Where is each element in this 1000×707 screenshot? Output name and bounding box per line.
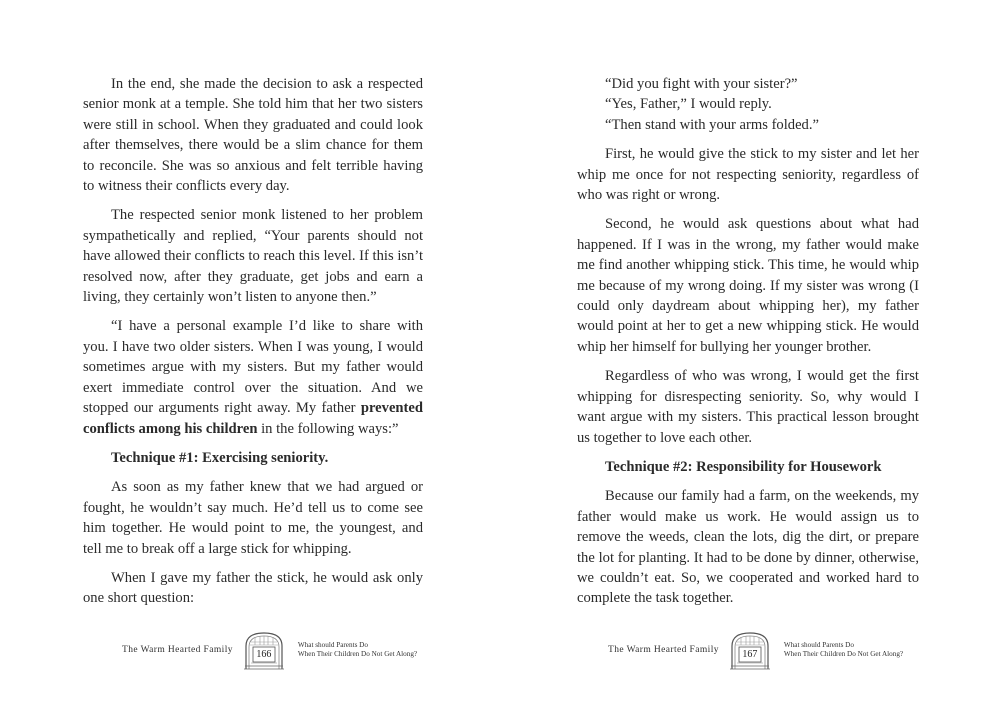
paragraph: First, he would give the stick to my sister and let her whip me once for not respecting seniority, regardless of who was right or wrong. xyxy=(577,146,919,204)
page-footer xyxy=(122,630,417,670)
dialogue-line: “Did you fight with your sister?” xyxy=(605,76,798,92)
page-footer xyxy=(608,630,903,670)
book-title: The Warm Hearted Family xyxy=(122,645,233,655)
paragraph: The respected senior monk listened to her problem sympathetically and replied, “Your parents should not have allowed their conflicts to reach this level. If this isn’t resolved now, after they graduate, get jobs and earn a living, they certainly won’t listen to anyone then.” xyxy=(83,207,423,306)
paragraph: In the end, she made the decision to ask a respected senior monk at a temple. She told him that her two sisters were still in school. When they graduated and could look after themselves, there would be a slim chance for them to reconcile. She was so anxious and felt terrible having to witness their conflicts every day. xyxy=(83,76,423,195)
page-number: 166 xyxy=(256,649,272,660)
paragraph-text: in the following ways:” xyxy=(257,420,399,437)
bold-phrase: prevented conflicts among his children xyxy=(83,400,423,437)
temple-emblem-icon xyxy=(242,630,286,670)
section-heading: Technique #2: Responsibility for Housework xyxy=(605,458,882,475)
chapter-title-line: When Their Children Do Not Get Along? xyxy=(297,650,418,658)
paragraph: Second, he would ask questions about what had happened. If I was in the wrong, my father would make me find another whipping stick. This time, he would whip me because of my wrong doing. If my sister was wrong (I could only daydream about whipping her), my father would point at her to get a new whipping stick. He would whip her himself for bullying her younger brother. xyxy=(577,216,919,355)
page-number: 167 xyxy=(742,649,758,660)
dialogue-line: “Yes, Father,” I would reply. xyxy=(605,96,772,113)
paragraph: Because our family had a farm, on the weekends, my father would make us work. He would assign us to remove the weeds, clean the lots, dig the dirt, or prepare the lot for planting. It had to be done by dinner, otherwise, we couldn’t eat. So, we cooperated and worked hard to complete the task together. xyxy=(577,488,919,607)
paragraph xyxy=(83,316,423,438)
chapter-title-line: What should Parents Do xyxy=(297,640,368,649)
paragraph: When I gave my father the stick, he would ask only one short question: xyxy=(83,569,423,607)
dialogue-line: “Then stand with your arms folded.” xyxy=(605,116,819,133)
temple-emblem-icon xyxy=(728,630,772,670)
paragraph-text: “I have a personal example I’d like to share with you. I have two older sisters. When I was young, I would sometimes argue with my sisters. But my father would exert immediate control over the situation. And we stopped our arguments right away. My father xyxy=(83,318,423,417)
paragraph: As soon as my father knew that we had argued or fought, he wouldn’t say much. He’d tell us to come see him together. He would point to me, the youngest, and tell me to break off a large stick for whipping. xyxy=(83,479,423,557)
right-page-body xyxy=(577,74,919,618)
chapter-title xyxy=(298,641,417,660)
left-page-body xyxy=(83,74,423,618)
book-title: The Warm Hearted Family xyxy=(608,645,719,655)
right-page xyxy=(500,0,1000,707)
chapter-title xyxy=(784,641,903,660)
paragraph: Regardless of who was wrong, I would get the first whipping for disrespecting seniority. So, why would I want argue with my sisters. This practical lesson brought us together to love each other. xyxy=(577,368,919,446)
section-heading: Technique #1: Exercising seniority. xyxy=(111,449,329,466)
chapter-title-line: What should Parents Do xyxy=(783,640,854,649)
chapter-title-line: When Their Children Do Not Get Along? xyxy=(783,650,904,658)
